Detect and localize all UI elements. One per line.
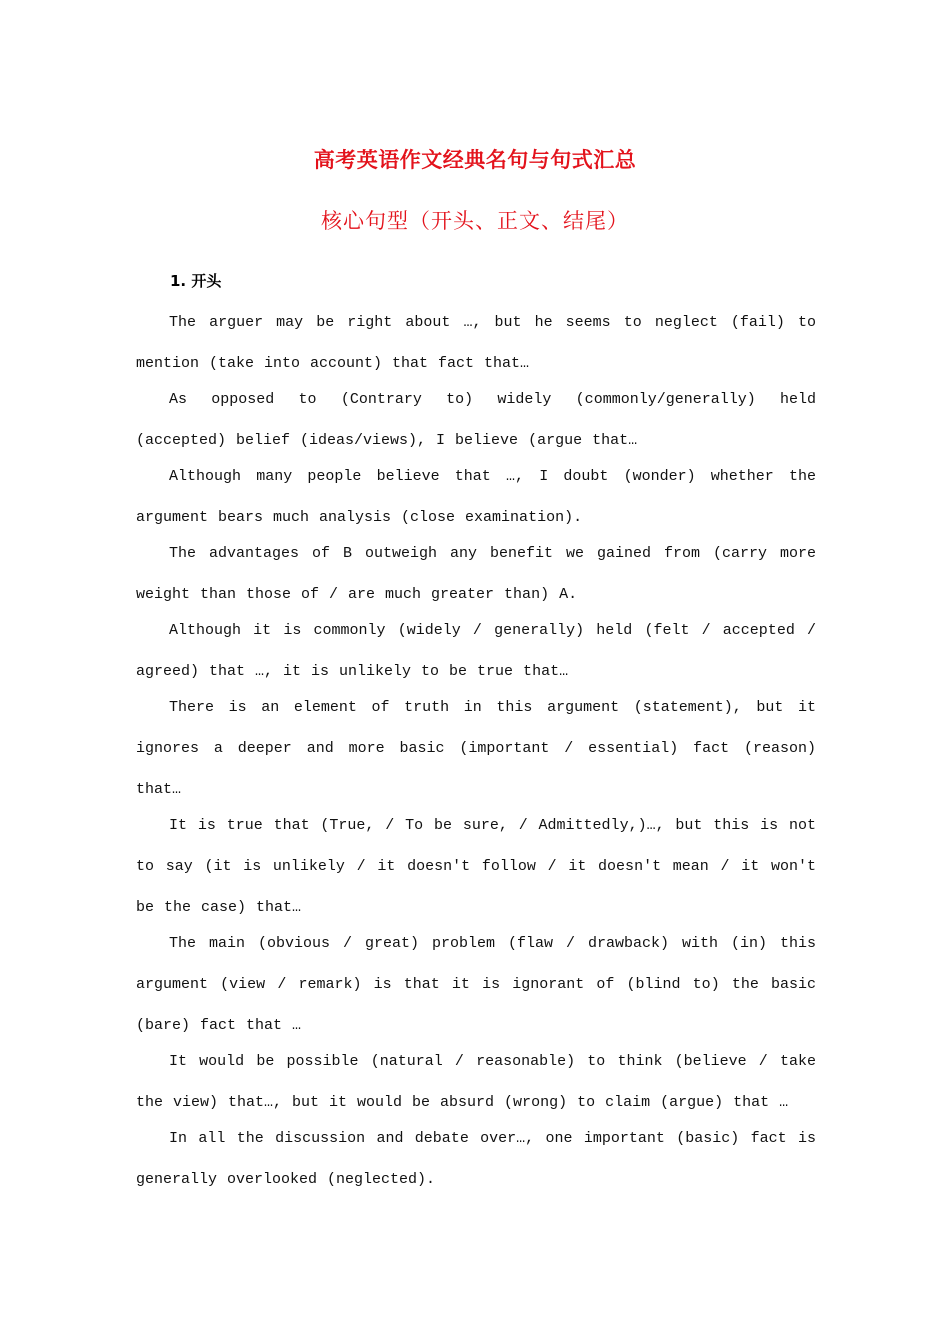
section-body	[136, 302, 816, 1200]
paragraph: The arguer may be right about …, but he seems to neglect (fail) to mention (take into account) that fact that…	[136, 314, 816, 372]
paragraph: The main (obvious / great) problem (flaw / drawback) with (in) this argument (view / remark) is that it is ignorant of (blind to) the basic (bare) fact that …	[136, 935, 816, 1034]
paragraph: It is true that (True, / To be sure, / Admittedly,)…, but this is not to say (it is unlikely / it doesn't follow / it doesn't mean / it won't be the case) that…	[136, 817, 816, 916]
paragraph: Although it is commonly (widely / generally) held (felt / accepted / agreed) that …, it is unlikely to be true that…	[136, 622, 816, 680]
document-subtitle: 核心句型（开头、正文、结尾）	[321, 209, 629, 233]
paragraph: In all the discussion and debate over…, one important (basic) fact is generally overlooked (neglected).	[136, 1130, 816, 1188]
paragraph: Although many people believe that …, I doubt (wonder) whether the argument bears much analysis (close examination).	[136, 468, 816, 526]
paragraph: The advantages of B outweigh any benefit we gained from (carry more weight than those of / are much greater than) A.	[136, 545, 816, 603]
document-title: 高考英语作文经典名句与句式汇总	[313, 147, 637, 172]
paragraph: As opposed to (Contrary to) widely (commonly/generally) held (accepted) belief (ideas/views), I believe (argue that…	[136, 391, 816, 449]
paragraph: It would be possible (natural / reasonable) to think (believe / take the view) that…, but it would be absurd (wrong) to claim (argue) that …	[136, 1053, 816, 1111]
section-heading: 1. 开头	[170, 272, 222, 290]
paragraph: There is an element of truth in this argument (statement), but it ignores a deeper and more basic (important / essential) fact (reason) that…	[136, 699, 816, 798]
